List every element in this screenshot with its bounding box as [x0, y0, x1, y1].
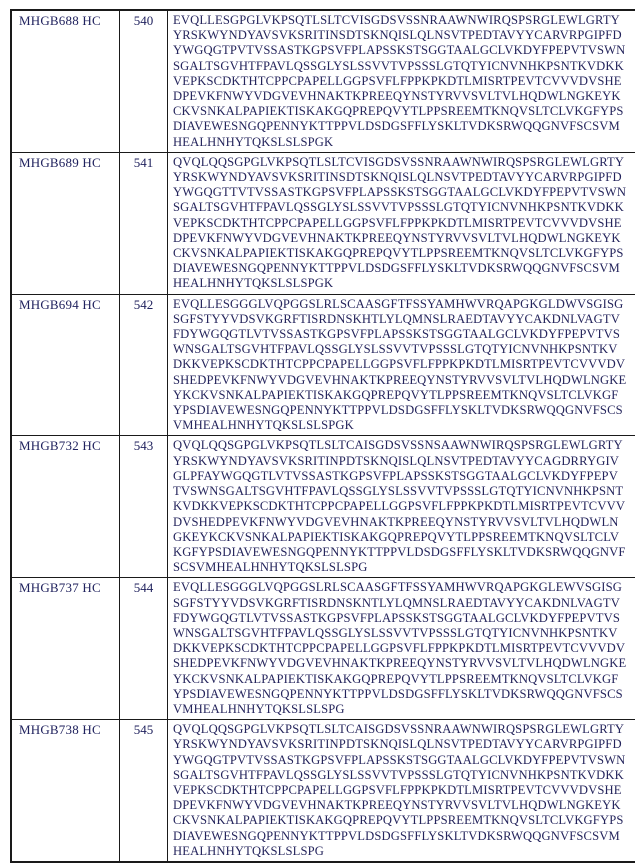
sequence-line: CKVSNKALPAPIEKTISKAKGQPREPQVYTLPPSREEMTKNQVSLTCLVKGFYPS [173, 246, 635, 261]
sequence-line: SGALTSGVHTFPAVLQSSGLYSLSSVVTVPSSSLGTQTYICNVNHKPSNTKVDKK [173, 59, 635, 74]
sequence-line: SGALTSGVHTFPAVLQSSGLYSLSSVVTVPSSSLGTQTYICNVNHKPSNTKVDKK [173, 200, 635, 215]
sequence-text [168, 294, 635, 436]
sequence-line: VMHEALHNHYTQKSLSLSPGK [173, 418, 635, 433]
sequence-line: CKVSNKALPAPIEKTISKAKGQPREPQVYTLPPSREEMTKNQVSLTCLVKGFYPS [173, 104, 635, 119]
sequence-text [168, 10, 635, 152]
sequence-line: EVQLLESGGGLVQPGGSLRLSCAASGFTFSSYAMHWVRQAPGKGLDWVSGISG [173, 297, 635, 312]
sequence-line: YWGQGTPVTVSSASTKGPSVFPLAPSSKSTSGGTAALGCLVKDYFPEPVTVSWN [173, 43, 635, 58]
sequence-line: TVSWNSGALTSGVHTFPAVLQSSGLYSLSSVVTVPSSSLGTQTYICNVNHKPSNT [173, 484, 635, 499]
sequence-line: DVSHEDPEVKFNWYVDGVEVHNAKTKPREEQYNSTYRVVSVLTVLHQDWLN [173, 515, 635, 530]
sequence-text [168, 720, 635, 862]
sequence-line: QVQLQQSGPGLVKPSQTLSLTCAISGDSVSSNSAAWNWIRQSPSRGLEWLGRTY [173, 438, 635, 453]
sequence-line: FDYWGQGTLVTVSSASTKGPSVFPLAPSSKSTSGGTAALGCLVKDYFPEPVTVS [173, 611, 635, 626]
seq-id-number: 541 [120, 152, 168, 294]
sequence-line: GKEYKCKVSNKALPAPIEKTISKAKGQPREPQVYTLPPSREEMTKNQVSLTCLV [173, 530, 635, 545]
sequence-line: SGALTSGVHTFPAVLQSSGLYSLSSVVTVPSSSLGTQTYICNVNHKPSNTKVDKK [173, 768, 635, 783]
sequence-line: HEALHNHYTQKSLSLSPGK [173, 135, 635, 150]
sequence-name: MHGB689 HC [11, 152, 120, 294]
sequence-line: YPSDIAVEWESNGQPENNYKTTPPVLDSDGSFFLYSKLTVDKSRWQQGNVFSCS [173, 403, 635, 418]
sequence-line: DPEVKFNWYVDGVEVHNAKTKPREEQYNSTYRVVSVLTVLHQDWLNGKEYK [173, 798, 635, 813]
sequence-line: DKKVEPKSCDKTHTCPPCPAPELLGGPSVFLFPPKPKDTLMISRTPEVTCVVVDV [173, 641, 635, 656]
sequence-line: VMHEALHNHYTQKSLSLSPG [173, 702, 635, 717]
sequence-line: YPSDIAVEWESNGQPENNYKTTPPVLDSDGSFFLYSKLTVDKSRWQQGNVFSCS [173, 687, 635, 702]
sequence-line: SGFSTYYVDSVKGRFTISRDNSKHTLYLQMNSLRAEDTAVYYCAKDNLVAGTV [173, 312, 635, 327]
sequence-line: SCSVMHEALHNHYTQKSLSLSPG [173, 560, 635, 575]
sequence-line: SHEDPEVKFNWYVDGVEVHNAKTKPREEQYNSTYRVVSVLTVLHQDWLNGKE [173, 656, 635, 671]
sequence-line: DIAVEWESNGQPENNYKTTPPVLDSDGSFFLYSKLTVDKSRWQQGNVFSCSVM [173, 829, 635, 844]
sequence-line: WNSGALTSGVHTFPAVLQSSGLYSLSSVVTVPSSSLGTQTYICNVNHKPSNTKV [173, 342, 635, 357]
table-row [11, 436, 635, 578]
sequence-text [168, 152, 635, 294]
sequence-line: YRSKWYNDYAVSVKSRITINSDTSKNQISLQLNSVTPEDTAVYYCARVRPGIPFD [173, 170, 635, 185]
sequence-line: EVQLLESGGGLVQPGGSLRLSCAASGFTFSSYAMHWVRQAPGKGLEWVSGISG [173, 580, 635, 595]
sequence-line: YWGQGTTVTVSSASTKGPSVFPLAPSSKSTSGGTAALGCLVKDYFPEPVTVSWN [173, 185, 635, 200]
seq-id-number: 543 [120, 436, 168, 578]
sequence-line: HEALHNHYTQKSLSLSPGK [173, 276, 635, 291]
sequence-line: VEPKSCDKTHTCPPCPAPELLGGPSVFLFPPKPKDTLMISRTPEVTCVVVDVSHE [173, 74, 635, 89]
table-row [11, 578, 635, 720]
seq-id-number: 544 [120, 578, 168, 720]
sequence-line: DKKVEPKSCDKTHTCPPCPAPELLGGPSVFLFPPKPKDTLMISRTPEVTCVVVDV [173, 357, 635, 372]
sequence-line: SHEDPEVKFNWYVDGVEVHNAKTKPREEQYNSTYRVVSVLTVLHQDWLNGKE [173, 373, 635, 388]
sequence-line: WNSGALTSGVHTFPAVLQSSGLYSLSSVVTVPSSSLGTQTYICNVNHKPSNTKV [173, 626, 635, 641]
sequence-text [168, 436, 635, 578]
sequence-line: YRSKWYNDYAVSVKSRITINSDTSKNQISLQLNSVTPEDTAVYYCARVRPGIPFD [173, 28, 635, 43]
sequence-line: QVQLQQSGPGLVKPSQTLSLTCAISGDSVSSNRAAWNWIRQSPSRGLEWLGRTY [173, 722, 635, 737]
sequence-line: DPEVKFNWYVDGVEVHNAKTKPREEQYNSTYRVVSVLTVLHQDWLNGKEYK [173, 89, 635, 104]
sequence-line: EVQLLESGPGLVKPSQTLSLTCVISGDSVSSNRAAWNWIRQSPSRGLEWLGRTY [173, 13, 635, 28]
table-row [11, 294, 635, 436]
sequence-name: MHGB688 HC [11, 10, 120, 152]
sequence-line: YRSKWYNDYAVSVKSRITINPDTSKNQISLQLNSVTPEDTAVYYCARVRPGIPFD [173, 737, 635, 752]
sequence-line: QVQLQQSGPGLVKPSQTLSLTCVISGDSVSSNRAAWNWIRQSPSRGLEWLGRTY [173, 155, 635, 170]
sequence-name: MHGB737 HC [11, 578, 120, 720]
sequence-name: MHGB732 HC [11, 436, 120, 578]
sequence-line: YWGQGTPVTVSSASTKGPSVFPLAPSSKSTSGGTAALGCLVKDYFPEPVTVSWN [173, 753, 635, 768]
document-page [10, 9, 626, 863]
sequence-line: YKCKVSNKALPAPIEKTISKAKGQPREPQVYTLPPSREEMTKNQVSLTCLVKGF [173, 388, 635, 403]
sequence-line: KGFYPSDIAVEWESNGQPENNYKTTPPVLDSDGSFFLYSKLTVDKSRWQQGNVF [173, 545, 635, 560]
sequence-line: VEPKSCDKTHTCPPCPAPELLGGPSVFLFPPKPKDTLMISRTPEVTCVVVDVSHE [173, 216, 635, 231]
sequence-line: YKCKVSNKALPAPIEKTISKAKGQPREPQVYTLPPSREEMTKNQVSLTCLVKGF [173, 672, 635, 687]
sequence-line: DIAVEWESNGQPENNYKTTPPVLDSDGSFFLYSKLTVDKSRWQQGNVFSCSVM [173, 261, 635, 276]
sequence-line: KVDKKVEPKSCDKTHTCPPCPAPELLGGPSVFLFPPKPKDTLMISRTPEVTCVVV [173, 499, 635, 514]
sequence-line: CKVSNKALPAPIEKTISKAKGQPREPQVYTLPPSREEMTKNQVSLTCLVKGFYPS [173, 813, 635, 828]
seq-id-number: 540 [120, 10, 168, 152]
sequence-line: FDYWGQGTLVTVSSASTKGPSVFPLAPSSKSTSGGTAALGCLVKDYFPEPVTVS [173, 327, 635, 342]
sequence-table-body [11, 10, 635, 862]
sequence-line: DIAVEWESNGQPENNYKTTPPVLDSDGSFFLYSKLTVDKSRWQQGNVFSCSVM [173, 119, 635, 134]
table-row [11, 10, 635, 152]
table-row [11, 720, 635, 862]
sequence-line: GLPFAYWGQGTLVTVSSASTKGPSVFPLAPSSKSTSGGTAALGCLVKDYFPEPV [173, 469, 635, 484]
sequence-table [10, 9, 635, 863]
sequence-name: MHGB694 HC [11, 294, 120, 436]
sequence-name: MHGB738 HC [11, 720, 120, 862]
table-row [11, 152, 635, 294]
sequence-line: YRSKWYNDYAVSVKSRITINPDTSKNQISLQLNSVTPEDTAVYYCAGDRRYGIV [173, 454, 635, 469]
sequence-line: SGFSTYYVDSVKGRFTISRDNSKNTLYLQMNSLRAEDTAVYYCAKDNLVAGTV [173, 596, 635, 611]
sequence-text [168, 578, 635, 720]
seq-id-number: 545 [120, 720, 168, 862]
seq-id-number: 542 [120, 294, 168, 436]
sequence-line: VEPKSCDKTHTCPPCPAPELLGGPSVFLFPPKPKDTLMISRTPEVTCVVVDVSHE [173, 783, 635, 798]
sequence-line: HEALHNHYTQKSLSLSPG [173, 844, 635, 859]
sequence-line: DPEVKFNWYVDGVEVHNAKTKPREEQYNSTYRVVSVLTVLHQDWLNGKEYK [173, 231, 635, 246]
